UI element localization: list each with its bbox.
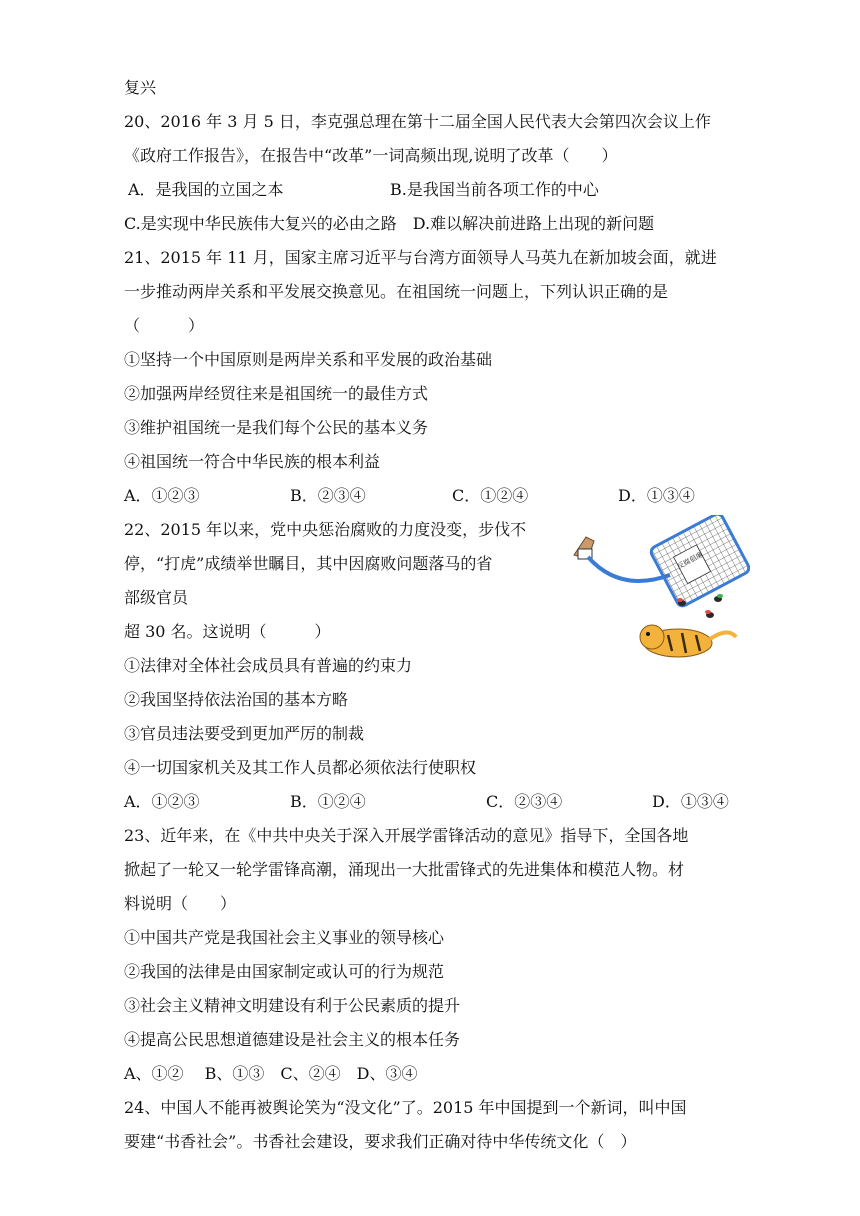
question-20-stem: 《政府工作报告》，在报告中“改革”一词高频出现,说明了改革（ ） — [124, 146, 618, 165]
q21-option-c: C．①②④ — [452, 486, 529, 505]
statement-3: ③官员违法要受到更加严厉的制裁 — [124, 724, 365, 743]
q21-option-d: D．①③④ — [618, 486, 695, 505]
statement-2: ②我国的法律是由国家制定或认可的行为规范 — [124, 962, 445, 981]
text-line: 复兴 — [124, 78, 157, 97]
question-24-stem: 24、中国人不能再被舆论笑为“没文化”了。2015 年中国提到一个新词，叫中国 — [124, 1098, 687, 1117]
statement-1: ①坚持一个中国原则是两岸关系和平发展的政治基础 — [124, 350, 493, 369]
question-23-stem: 掀起了一轮又一轮学雷锋高潮，涌现出一大批雷锋式的先进集体和模范人物。材 — [124, 860, 685, 879]
q21-option-a: A．①②③ — [124, 486, 200, 505]
fly-icon — [714, 594, 723, 602]
question-22-stem: 部级官员 — [124, 588, 189, 607]
q22-option-b: B．①②④ — [290, 792, 366, 811]
q22-option-d: D．①③④ — [652, 792, 729, 811]
swatter-net — [649, 515, 750, 608]
question-22-stem: 超 30 名。这说明（ ） — [124, 622, 331, 641]
question-23-stem: 23、近年来，在《中共中央关于深入开展学雷锋活动的意见》指导下，全国各地 — [124, 826, 689, 845]
question-21-stem: 一步推动两岸关系和平发展交换意见。在祖国统一问题上，下列认识正确的是 — [124, 282, 669, 301]
statement-2: ②我国坚持依法治国的基本方略 — [124, 690, 349, 709]
tiger-icon — [640, 625, 736, 657]
statement-4: ④提高公民思想道德建设是社会主义的根本任务 — [124, 1030, 461, 1049]
q20-options-cd: C.是实现中华民族伟大复兴的必由之路 D.难以解决前进路上出现的新问题 — [124, 214, 655, 233]
q20-option-a: A．是我国的立国之本 — [128, 180, 284, 199]
statement-1: ①法律对全体社会成员具有普遍的约束力 — [124, 656, 413, 675]
q20-option-b: B.是我国当前各项工作的中心 — [390, 180, 599, 199]
q22-option-c: C．②③④ — [486, 792, 563, 811]
question-24-stem: 要建“书香社会”。书香社会建设，要求我们正确对待中华传统文化（ ） — [124, 1132, 637, 1151]
q22-option-a: A．①②③ — [124, 792, 200, 811]
statement-3: ③维护祖国统一是我们每个公民的基本义务 — [124, 418, 429, 437]
statement-1: ①中国共产党是我国社会主义事业的领导核心 — [124, 928, 445, 947]
question-22-stem: 22、2015 年以来，党中央惩治腐败的力度没变，步伐不 — [124, 520, 527, 539]
statement-2: ②加强两岸经贸往来是祖国统一的最佳方式 — [124, 384, 429, 403]
question-20-stem: 20、2016 年 3 月 5 日，李克强总理在第十二届全国人民代表大会第四次会议上作 — [124, 112, 711, 131]
q21-option-b: B．②③④ — [290, 486, 366, 505]
question-23-stem: 料说明（ ） — [124, 894, 237, 913]
statement-4: ④一切国家机关及其工作人员都必须依法行使职权 — [124, 758, 477, 777]
net-label: 反腐倡廉 — [675, 550, 705, 571]
anti-corruption-cartoon — [560, 515, 750, 665]
question-22-stem: 停，“打虎”成绩举世瞩目，其中因腐败问题落马的省 — [124, 554, 493, 573]
q23-options: A、①② B、①③ C、②④ D、③④ — [124, 1064, 418, 1083]
hand-icon — [574, 537, 594, 559]
statement-4: ④祖国统一符合中华民族的根本利益 — [124, 452, 381, 471]
question-21-stem: 21、2015 年 11 月，国家主席习近平与台湾方面领导人马英九在新加坡会面，就进 — [124, 248, 717, 267]
statement-3: ③社会主义精神文明建设有利于公民素质的提升 — [124, 996, 461, 1015]
answer-blank: （ ） — [124, 316, 205, 335]
fly-icon — [705, 610, 714, 618]
